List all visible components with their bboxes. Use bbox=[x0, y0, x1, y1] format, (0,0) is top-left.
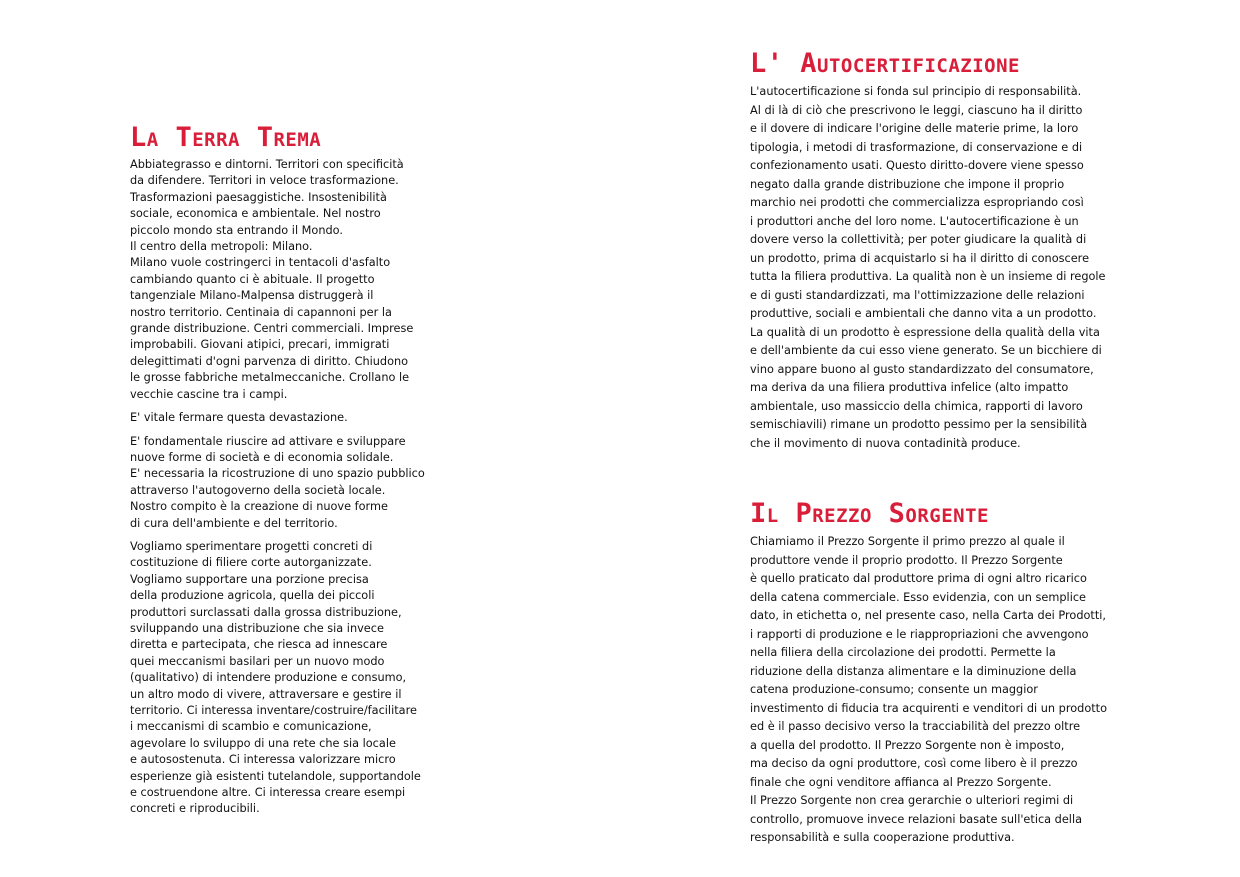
right-column-autocertificazione bbox=[750, 48, 1110, 460]
right-column-prezzo-sorgente bbox=[750, 498, 1110, 855]
section-title-autocertificazione: L' Autocertificazione bbox=[750, 48, 1020, 79]
paragraph: E' fondamentale riuscire ad attivare e sviluppare nuove forme di società e di economia solidale. E' necessaria la ricostruzione di uno spazio pubblico attraverso l'autogoverno della società locale. Nostro compito è la creazione di nuove forme di cura dell'ambiente e del territorio. bbox=[130, 434, 425, 530]
section-title-la-terra-trema: La Terra Trema bbox=[130, 122, 322, 153]
paragraph: Vogliamo sperimentare progetti concreti di costituzione di filiere corte autorganizzate. Vogliamo supportare una porzione precisa della produzione agricola, quella dei piccoli produttori surclassati dalla grossa distribuzione, sviluppando una distribuzione che sia invece diretta e partecipata, che riesca ad innescare quei meccanismi basilari per un nuovo modo (qualitativo) di intendere produzione e consumo, un altro modo di vivere, attraversare e gestire il territorio. Ci interessa inventare/costruire/facilitare i meccanismi di scambio e comunicazione, agevolare lo sviluppo di una rete che sia locale e autosostenuta. Ci interessa valorizzare micro esperienze già esistenti tutelandole, supportandole e costruendone altre. Ci interessa creare esempi concreti e riproducibili. bbox=[130, 539, 421, 816]
paragraph: L'autocertificazione si fonda sul principio di responsabilità. Al di là di ciò che prescrivono le leggi, ciascuno ha il diritto e il dovere di indicare l'origine delle materie prime, la loro tipologia, i metodi di trasformazione, di conservazione e di confezionamento usati. Questo diritto-dovere viene spesso negato dalla grande distribuzione che impone il proprio marchio nei prodotti che commercializza espropriando così i produttori anche del loro nome. L'autocertificazione è un dovere verso la collettività; per poter giudicare la qualità di un prodotto, prima di acquistarlo si ha il diritto di conoscere tutta la filiera produttiva. La qualità non è un insieme di regole e di gusti standardizzati, ma l'ottimizzazione delle relazioni produttive, sociali e ambientali che danno vita a un prodotto. La qualità di un prodotto è espressione della qualità della vita e dell'ambiente da cui esso viene generato. Se un bicchiere di vino appare buono al gusto standardizzato del consumatore, ma deriva da una filiera produttiva infelice (alto impatto ambientale, uso massiccio della chimica, rapporti di lavoro semischiavili) rimane un prodotto pessimo per la sensibilità che il movimento di nuova contadinità produce. bbox=[750, 85, 1106, 450]
paragraph: Chiamiamo il Prezzo Sorgente il primo prezzo al quale il produttore vende il proprio prodotto. Il Prezzo Sorgente è quello praticato dal produttore prima di ogni altro ricarico della catena commerciale. Esso evidenzia, con un semplice dato, in etichetta o, nel presente caso, nella Carta dei Prodotti, i rapporti di produzione e le riappropriazioni che avvengono nella filiera della circolazione dei prodotti. Permette la riduzione della distanza alimentare e la diminuzione della catena produzione-consumo; consente un maggior investimento di fiducia tra acquirenti e venditori di un prodotto ed è il passo decisivo verso la tracciabilità del prezzo oltre a quella del prodotto. Il Prezzo Sorgente non è imposto, ma deciso da ogni produttore, così come libero è il prezzo finale che ogni venditore affianca al Prezzo Sorgente. Il Prezzo Sorgente non crea gerarchie o ulteriori regimi di controllo, promuove invece relazioni basate sull'etica della responsabilità e sulla cooperazione produttiva. bbox=[750, 535, 1108, 844]
paragraph: Abbiategrasso e dintorni. Territori con specificità da difendere. Territori in veloce trasformazione. Trasformazioni paesaggistiche. Insostenibilità sociale, economica e ambientale. Nel nostro piccolo mondo sta entrando il Mondo. Il centro della metropoli: Milano. Milano vuole costringerci in tentacoli d'asfalto cambiando quanto ci è abituale. Il progetto tangenziale Milano-Malpensa distruggerà il nostro territorio. Centinaia di capannoni per la grande distribuzione. Centri commerciali. Imprese improbabili. Giovani atipici, precari, immigrati delegittimati d'ogni parvenza di diritto. Chiudono le grosse fabbriche metalmeccaniche. Crollano le vecchie cascine tra i campi. bbox=[130, 158, 414, 401]
left-column bbox=[130, 122, 430, 825]
section-title-prezzo-sorgente: Il Prezzo Sorgente bbox=[750, 498, 989, 529]
paragraph: E' vitale fermare questa devastazione. bbox=[130, 411, 348, 425]
